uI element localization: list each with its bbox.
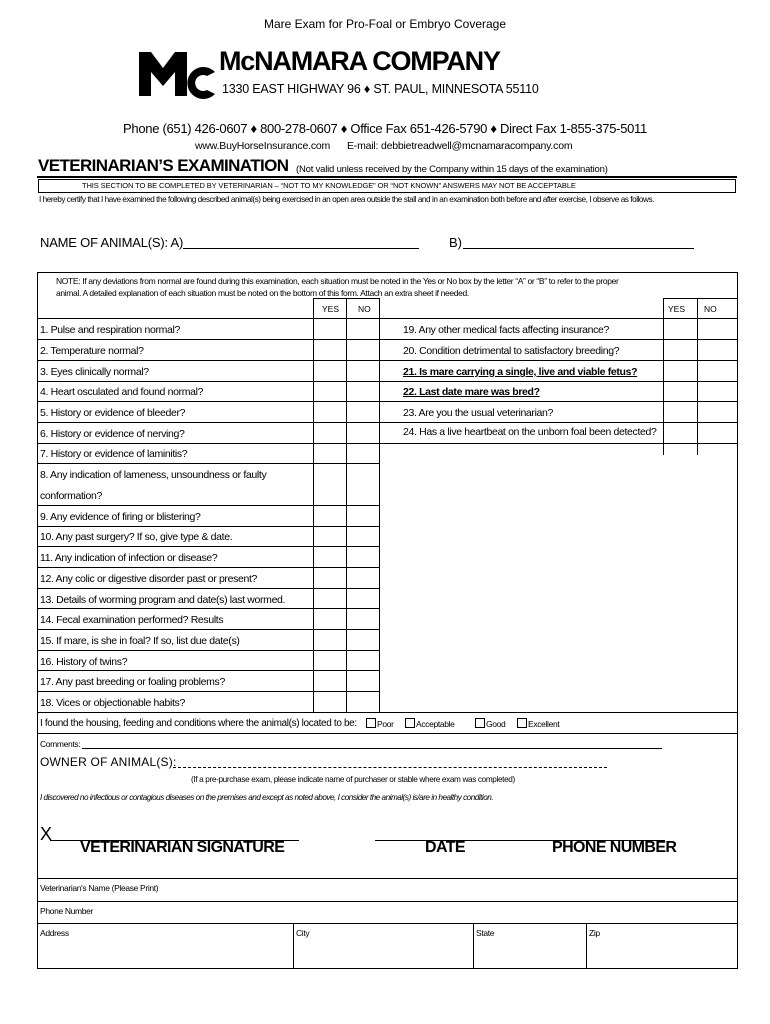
state-label: State (476, 928, 495, 938)
yes-header-left: YES (322, 304, 340, 314)
checkbox-excellent[interactable] (517, 718, 527, 728)
company-phones: Phone (651) 426-0607 ♦ 800-278-0607 ♦ Office Fax 651-426-5790 ♦ Direct Fax 1-855-375-5011 (123, 121, 647, 136)
animal-a-label: NAME OF ANIMAL(S): A) (40, 235, 184, 250)
checkbox-poor[interactable] (366, 718, 376, 728)
question-3: 3. Eyes clinically normal? (40, 366, 149, 378)
housing-option-poor[interactable]: Poor (366, 718, 394, 729)
phone-label: Phone Number (40, 906, 93, 916)
housing-label: I found the housing, feeding and conditions where the animal(s) located to be: (40, 718, 357, 729)
question-8: 8. Any indication of lameness, unsoundness or faulty (40, 469, 267, 481)
exam-title: VETERINARIAN’S EXAMINATION (38, 156, 289, 175)
question-7: 7. History or evidence of laminitis? (40, 448, 188, 460)
mcnamara-logo (137, 46, 219, 102)
comments-label: Comments: (40, 739, 81, 749)
housing-option-acceptable[interactable]: Acceptable (405, 718, 455, 729)
no-header-left: NO (358, 304, 371, 314)
question-9: 9. Any evidence of firing or blistering? (40, 511, 201, 523)
question-20: 20. Condition detrimental to satisfactory breeding? (403, 345, 620, 357)
owner-label: OWNER OF ANIMAL(S): (40, 755, 177, 769)
zip-label: Zip (589, 928, 600, 938)
company-name: McNAMARA COMPANY (219, 46, 500, 76)
checkbox-acceptable[interactable] (405, 718, 415, 728)
company-website[interactable]: www.BuyHorseInsurance.com (195, 140, 331, 152)
note-line-1: NOTE: If any deviations from normal are found during this examination, each situation must be noted in the Yes or No box by the letter “A” or “B” to refer to the proper (56, 276, 619, 286)
question-15: 15. If mare, is she in foal? If so, list due date(s) (40, 635, 240, 647)
housing-option-excellent[interactable]: Excellent (517, 718, 559, 729)
date-label: DATE (425, 839, 465, 856)
no-header-right: NO (704, 304, 717, 314)
question-14: 14. Fecal examination performed? Results (40, 614, 224, 626)
yes-header-right: YES (668, 304, 686, 314)
question-23: 23. Are you the usual veterinarian? (403, 407, 554, 419)
question-12: 12. Any colic or digestive disorder past or present? (40, 573, 258, 585)
exam-validity-note: (Not valid unless received by the Company within 15 days of the examination) (296, 164, 608, 175)
address-label: Address (40, 928, 69, 938)
checkbox-good[interactable] (475, 718, 485, 728)
city-label: City (296, 928, 310, 938)
question-13: 13. Details of worming program and date(s) last wormed. (40, 594, 286, 606)
health-statement: I discovered no infectious or contagious diseases on the premises and except as noted above, I consider the animal(s) is/are in healthy condition. (40, 793, 494, 802)
animal-b-label: B) (449, 235, 462, 250)
question-10: 10. Any past surgery? If so, give type & date. (40, 531, 233, 543)
vet-signature-label: VETERINARIAN SIGNATURE (80, 839, 285, 856)
question-11: 11. Any indication of infection or disease? (40, 552, 218, 564)
animal-a-field[interactable] (183, 248, 419, 249)
question-2: 2. Temperature normal? (40, 345, 144, 357)
company-email[interactable]: E-mail: debbietreadwell@mcnamaracompany.com (347, 140, 573, 152)
question-24: 24. Has a live heartbeat on the unborn foal been detected? (403, 426, 657, 438)
question-19: 19. Any other medical facts affecting insurance? (403, 324, 609, 336)
comments-field[interactable] (82, 748, 662, 749)
purchase-note: (If a pre-purchase exam, please indicate name of purchaser or stable where exam was completed) (191, 775, 515, 784)
question-1: 1. Pulse and respiration normal? (40, 324, 180, 336)
vet-name-label: Veterinarian's Name (Please Print) (40, 883, 159, 893)
company-address: 1330 EAST HIGHWAY 96 ♦ ST. PAUL, MINNESOTA 55110 (222, 82, 539, 96)
owner-field[interactable] (173, 767, 607, 768)
question-6: 6. History or evidence of nerving? (40, 428, 185, 440)
question-8-cont: conformation? (40, 490, 102, 502)
question-17: 17. Any past breeding or foaling problems? (40, 676, 225, 688)
animal-b-field[interactable] (463, 248, 694, 249)
question-5: 5. History or evidence of bleeder? (40, 407, 186, 419)
certify-statement: I hereby certify that I have examined the following described animal(s) being exercised in an open area outside the stall and in an examination both before and after exercise, I observe as follows. (39, 195, 654, 204)
question-18: 18. Vices or objectionable habits? (40, 697, 185, 709)
note-line-2: animal. A detailed explanation of each situation must be noted on the bottom of this form. Attach an extra sheet if needed. (56, 288, 469, 298)
form-top-title: Mare Exam for Pro-Foal or Embryo Coverage (263, 17, 507, 31)
question-16: 16. History of twins? (40, 656, 128, 668)
signature-x-mark: X (40, 824, 53, 844)
section-note: THIS SECTION TO BE COMPLETED BY VETERINARIAN – “NOT TO MY KNOWLEDGE” OR “NOT KNOWN” ANSWERS MAY NOT BE ACCEPTABLE (82, 181, 576, 190)
question-22: 22. Last date mare was bred? (403, 386, 540, 398)
housing-option-good[interactable]: Good (475, 718, 505, 729)
phone-number-label: PHONE NUMBER (552, 839, 677, 856)
question-4: 4. Heart osculated and found normal? (40, 386, 204, 398)
question-21: 21. Is mare carrying a single, live and viable fetus? (403, 366, 638, 378)
